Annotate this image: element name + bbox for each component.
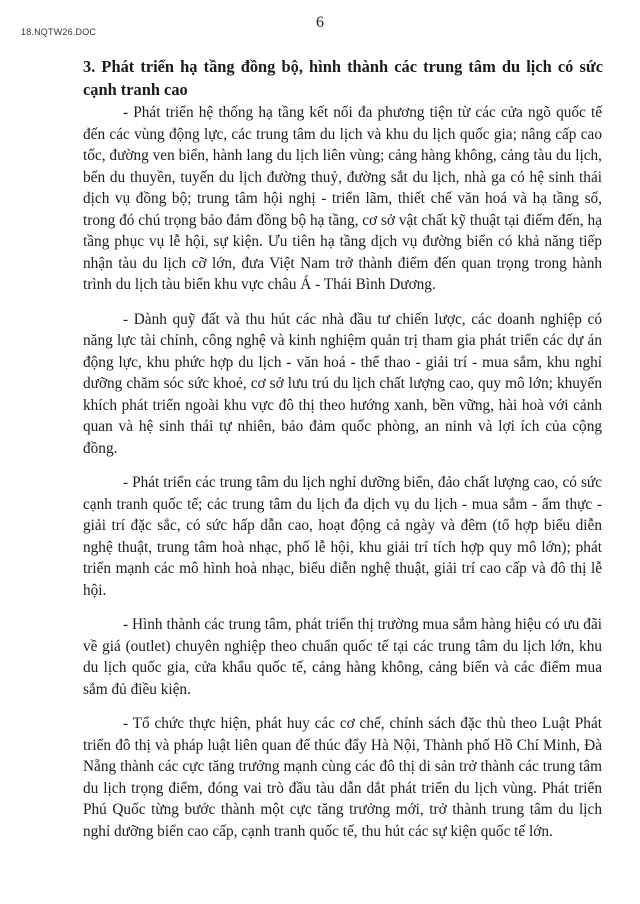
paragraph: - Phát triển hệ thống hạ tầng kết nối đa phương tiện từ các cửa ngõ quốc tế đến các vùng động lực, các trung tâm du lịch và khu du lịch quốc gia; nâng cấp cao tốc, đường ven biển, hành lang du lịch liên vùng; cảng hàng không, cảng tàu du lịch, bến du thuyền, tuyến du lịch đường thuỷ, đường sắt du lịch, nhà ga có hệ sinh thái dịch vụ đồng bộ; trung tâm hội nghị - triển lãm, thiết chế văn hoá và hạ tầng số, trong đó chú trọng bảo đảm đồng bộ hạ tầng, cơ sở vật chất kỹ thuật tại điểm đến, hạ tầng phục vụ lễ hội, sự kiện. Ưu tiên hạ tầng dịch vụ đường biển có khả năng tiếp nhận tàu du lịch cỡ lớn, đưa Việt Nam trở thành điểm đến quan trọng trong hành trình du lịch tàu biển khu vực châu Á - Thái Bình Dương. [83,104,602,293]
file-label: 18.NQTW26.DOC [21,27,97,37]
section-body [83,102,602,855]
paragraph: - Hình thành các trung tâm, phát triển thị trường mua sắm hàng hiệu có ưu đãi về giá (outlet) chuyên nghiệp theo chuẩn quốc tế tại các trung tâm du lịch lớn, khu du lịch quốc gia, cửa khẩu quốc tế, cảng hàng không, cảng biển và các điểm mua sắm đủ điều kiện. [83,616,602,698]
paragraph: - Dành quỹ đất và thu hút các nhà đầu tư chiến lược, các doanh nghiệp có năng lực tài chính, công nghệ và kinh nghiệm quản trị tham gia phát triển các dự án động lực, khu phức hợp du lịch - văn hoá - thể thao - giải trí - mua sắm, khu nghỉ dưỡng chăm sóc sức khoẻ, cơ sở lưu trú du lịch chất lượng cao, quy mô lớn; khuyến khích phát triển ngoài khu vực đô thị theo hướng xanh, bền vững, hài hoà với cảnh quan và hệ sinh thái tự nhiên, bảo đảm quốc phòng, an ninh và lợi ích của cộng đồng. [83,310,602,457]
paragraph: - Tổ chức thực hiện, phát huy các cơ chế, chính sách đặc thù theo Luật Phát triển đô thị và pháp luật liên quan để thúc đẩy Hà Nội, Thành phố Hồ Chí Minh, Đà Nẵng thành các cực tăng trưởng mạnh cùng các đô thị di sản trở thành các trung tâm du lịch trọng điểm, đóng vai trò đầu tàu dẫn dắt phát triển du lịch vùng. Phát triển Phú Quốc từng bước thành một cực tăng trưởng mới, trở thành trung tâm du lịch nghỉ dưỡng biển cao cấp, cạnh tranh quốc tế, thu hút các sự kiện quốc tế lớn. [83,715,602,840]
page-number: 6 [316,14,324,31]
section-heading: 3. Phát triển hạ tầng đồng bộ, hình thành các trung tâm du lịch có sức cạnh tranh cao [83,57,603,99]
paragraph: - Phát triển các trung tâm du lịch nghỉ dưỡng biển, đảo chất lượng cao, có sức cạnh tranh quốc tế; các trung tâm du lịch đa dịch vụ du lịch - mua sắm - ẩm thực - giải trí đặc sắc, có sức hấp dẫn cao, hoạt động cả ngày và đêm (tổ hợp biểu diễn nghệ thuật, trung tâm hoà nhạc, phố lễ hội, khu giải trí tích hợp quy mô lớn); phát triển mạnh các mô hình hoà nhạc, biểu diễn nghệ thuật, giải trí cao cấp và đô thị lễ hội. [83,474,602,599]
